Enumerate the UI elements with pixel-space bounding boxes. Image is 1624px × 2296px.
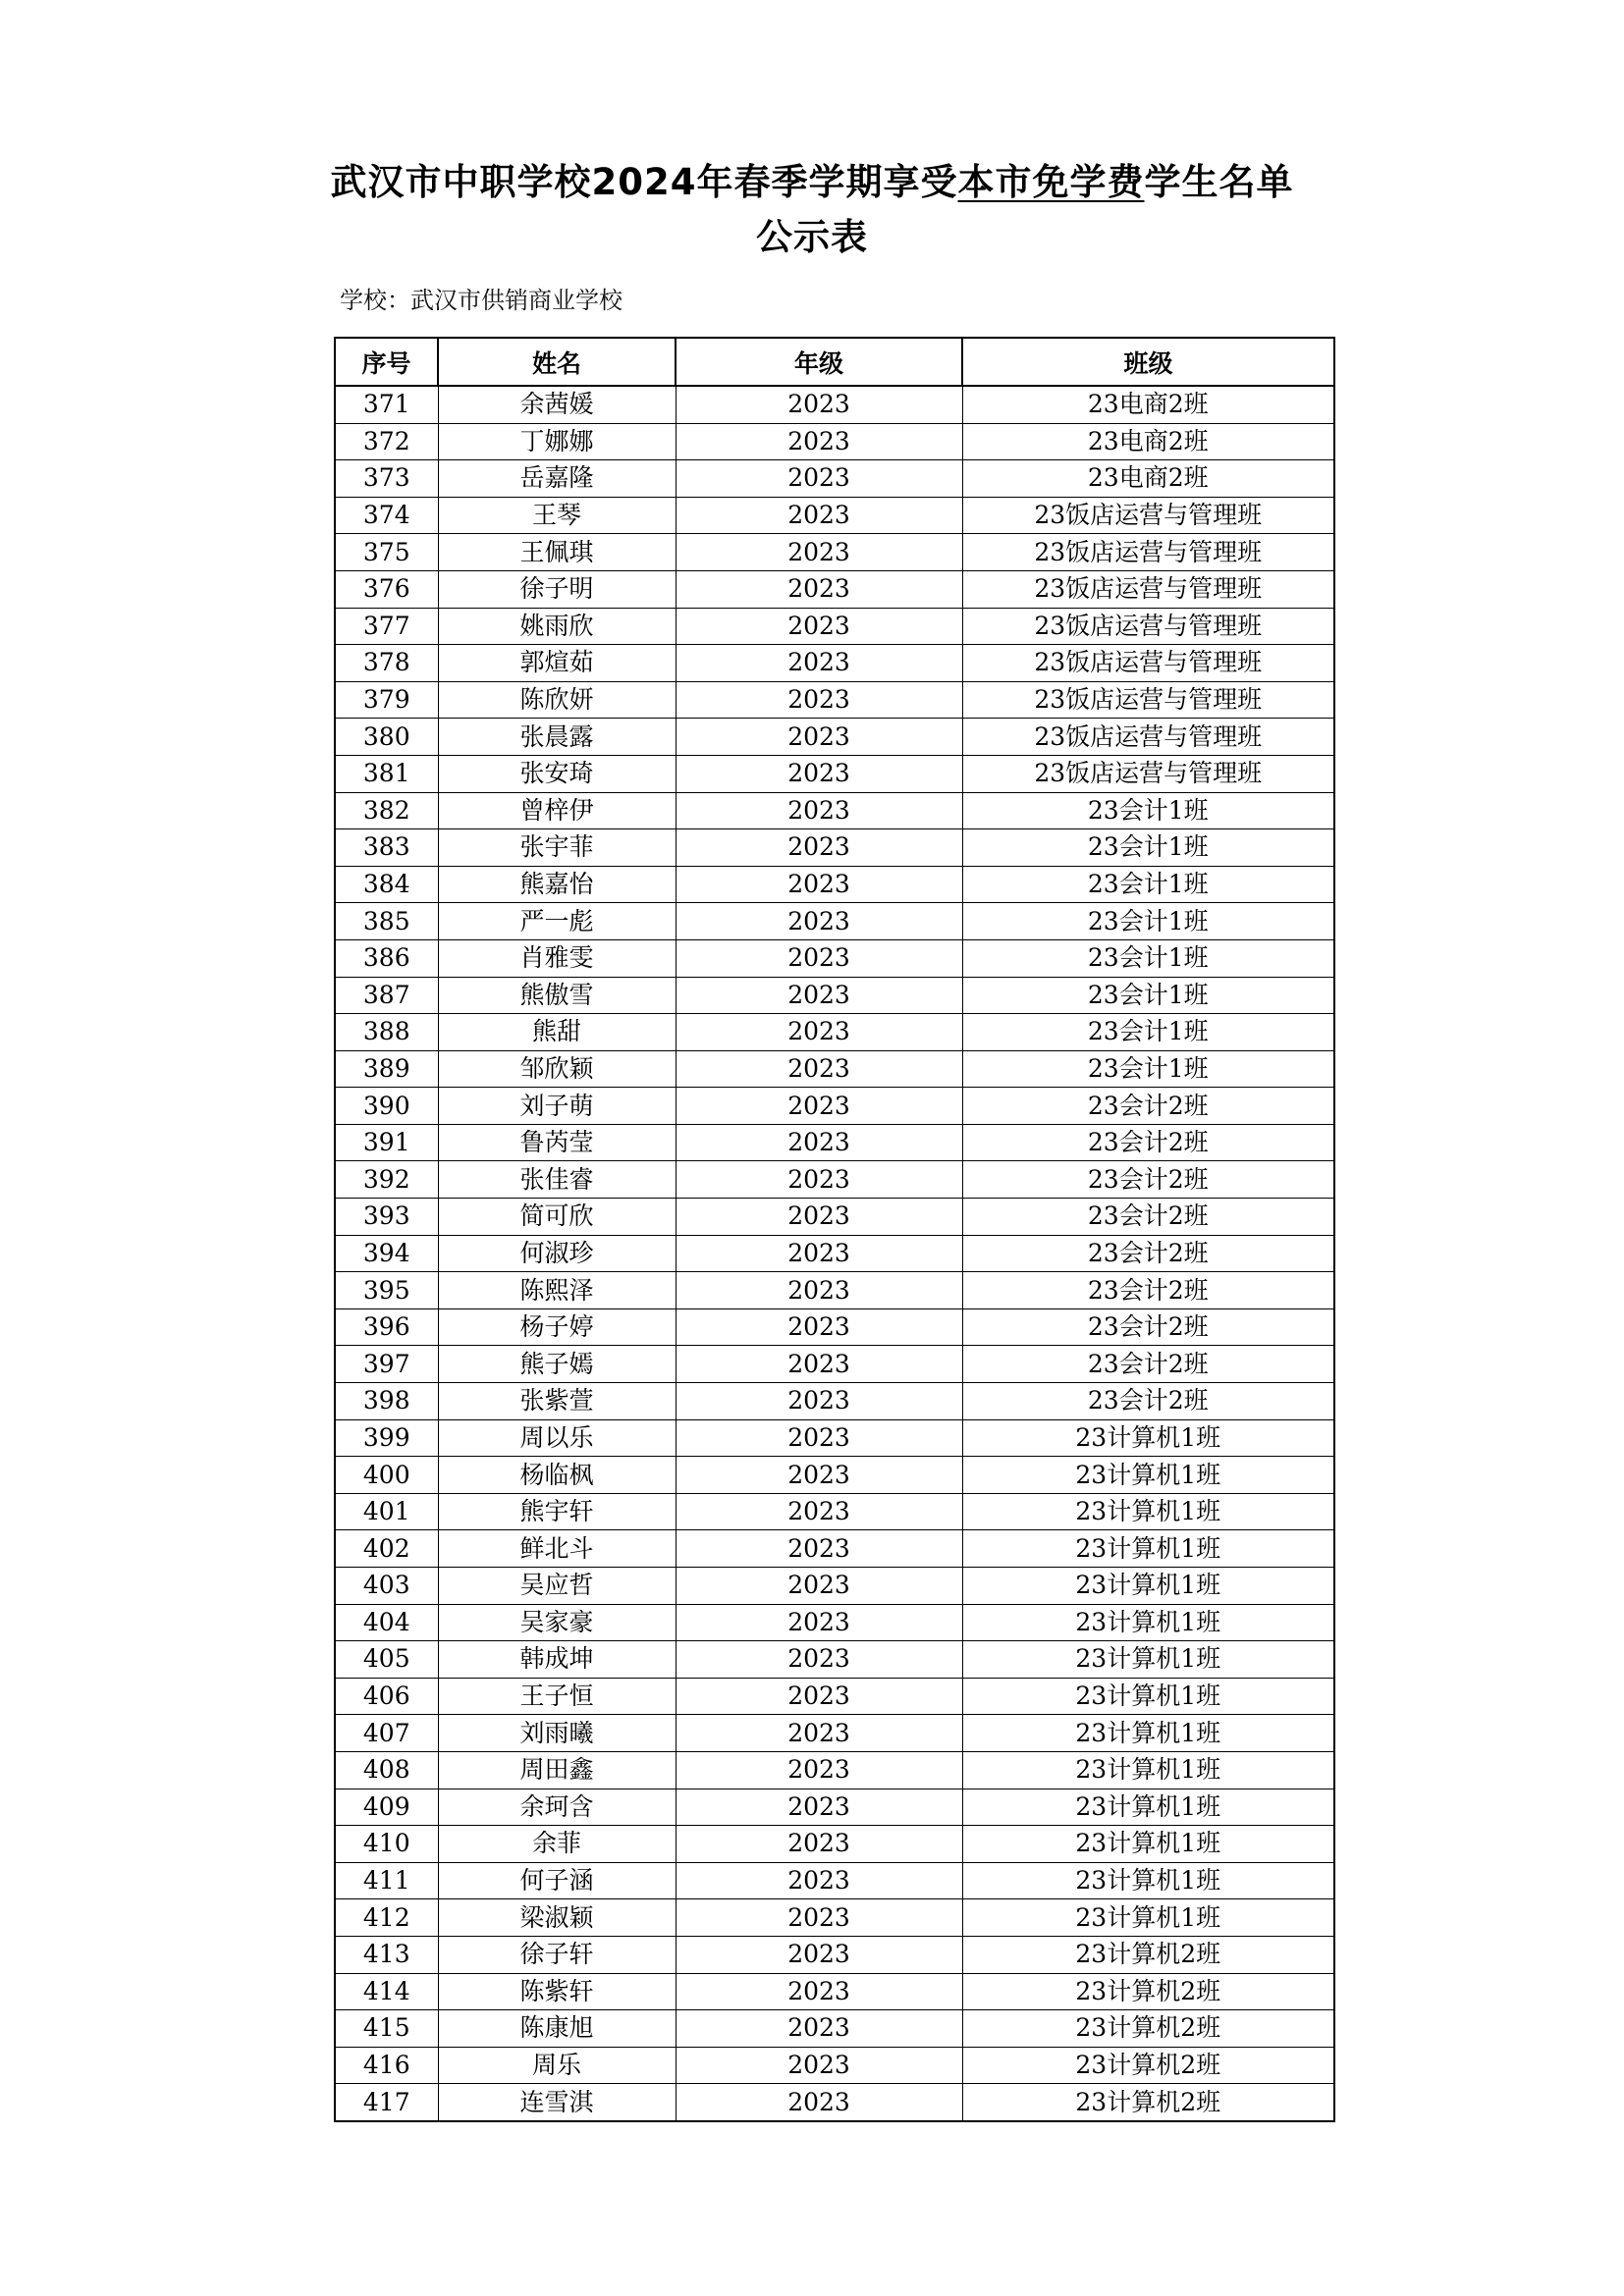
table-row bbox=[335, 2010, 1334, 2048]
cell-grade: 2023 bbox=[676, 1604, 962, 1641]
cell-serial-number: 406 bbox=[335, 1678, 438, 1715]
header-class: 班级 bbox=[962, 338, 1334, 386]
cell-class: 23计算机2班 bbox=[962, 1973, 1334, 2010]
cell-serial-number: 390 bbox=[335, 1088, 438, 1125]
cell-student-name: 吴应哲 bbox=[438, 1568, 676, 1605]
cell-serial-number: 401 bbox=[335, 1493, 438, 1530]
cell-serial-number: 410 bbox=[335, 1826, 438, 1863]
table-row bbox=[335, 681, 1334, 719]
table-row bbox=[335, 1383, 1334, 1420]
cell-class: 23会计1班 bbox=[962, 939, 1334, 977]
table-row bbox=[335, 1088, 1334, 1125]
cell-class: 23电商2班 bbox=[962, 386, 1334, 423]
cell-grade: 2023 bbox=[676, 1789, 962, 1826]
cell-student-name: 余茜媛 bbox=[438, 386, 676, 423]
cell-grade: 2023 bbox=[676, 903, 962, 940]
table-row bbox=[335, 460, 1334, 498]
cell-class: 23饭店运营与管理班 bbox=[962, 608, 1334, 645]
cell-grade: 2023 bbox=[676, 719, 962, 756]
cell-student-name: 岳嘉隆 bbox=[438, 460, 676, 498]
title-text-part2: 学生名单 bbox=[1144, 161, 1294, 203]
cell-serial-number: 396 bbox=[335, 1308, 438, 1346]
table-row bbox=[335, 2047, 1334, 2084]
cell-class: 23计算机1班 bbox=[962, 1678, 1334, 1715]
cell-student-name: 何淑珍 bbox=[438, 1235, 676, 1272]
cell-student-name: 梁淑颖 bbox=[438, 1899, 676, 1937]
cell-grade: 2023 bbox=[676, 645, 962, 682]
table-row bbox=[335, 719, 1334, 756]
table-row bbox=[335, 645, 1334, 682]
school-name-line: 学校：武汉市供销商业学校 bbox=[340, 287, 623, 314]
table-row bbox=[335, 1272, 1334, 1309]
table-row bbox=[335, 1568, 1334, 1605]
cell-student-name: 鲜北斗 bbox=[438, 1530, 676, 1568]
cell-serial-number: 373 bbox=[335, 460, 438, 498]
cell-class: 23饭店运营与管理班 bbox=[962, 645, 1334, 682]
table-row bbox=[335, 386, 1334, 423]
cell-student-name: 周以乐 bbox=[438, 1419, 676, 1457]
cell-grade: 2023 bbox=[676, 1936, 962, 1973]
cell-class: 23计算机1班 bbox=[962, 1604, 1334, 1641]
cell-grade: 2023 bbox=[676, 1383, 962, 1420]
table-row bbox=[335, 1457, 1334, 1494]
table-row bbox=[335, 1862, 1334, 1899]
table-row bbox=[335, 866, 1334, 903]
cell-class: 23会计1班 bbox=[962, 829, 1334, 867]
cell-class: 23计算机1班 bbox=[962, 1899, 1334, 1937]
cell-student-name: 连雪淇 bbox=[438, 2084, 676, 2121]
cell-serial-number: 378 bbox=[335, 645, 438, 682]
cell-class: 23电商2班 bbox=[962, 460, 1334, 498]
cell-class: 23会计2班 bbox=[962, 1346, 1334, 1383]
cell-serial-number: 400 bbox=[335, 1457, 438, 1494]
cell-grade: 2023 bbox=[676, 534, 962, 571]
cell-student-name: 郭煊茹 bbox=[438, 645, 676, 682]
cell-student-name: 徐子明 bbox=[438, 570, 676, 608]
cell-grade: 2023 bbox=[676, 1272, 962, 1309]
cell-student-name: 杨临枫 bbox=[438, 1457, 676, 1494]
cell-serial-number: 411 bbox=[335, 1862, 438, 1899]
table-row bbox=[335, 1678, 1334, 1715]
cell-grade: 2023 bbox=[676, 1199, 962, 1236]
table-row bbox=[335, 2084, 1334, 2121]
cell-class: 23计算机1班 bbox=[962, 1715, 1334, 1752]
cell-grade: 2023 bbox=[676, 1899, 962, 1937]
cell-grade: 2023 bbox=[676, 386, 962, 423]
table-row bbox=[335, 792, 1334, 829]
table-header-row bbox=[335, 338, 1334, 386]
cell-serial-number: 371 bbox=[335, 386, 438, 423]
cell-class: 23计算机2班 bbox=[962, 2010, 1334, 2048]
cell-serial-number: 395 bbox=[335, 1272, 438, 1309]
cell-grade: 2023 bbox=[676, 1124, 962, 1161]
cell-grade: 2023 bbox=[676, 608, 962, 645]
cell-class: 23饭店运营与管理班 bbox=[962, 497, 1334, 534]
cell-serial-number: 405 bbox=[335, 1641, 438, 1679]
cell-grade: 2023 bbox=[676, 1568, 962, 1605]
cell-serial-number: 394 bbox=[335, 1235, 438, 1272]
cell-grade: 2023 bbox=[676, 1862, 962, 1899]
cell-serial-number: 387 bbox=[335, 977, 438, 1014]
cell-grade: 2023 bbox=[676, 2010, 962, 2048]
cell-student-name: 张安琦 bbox=[438, 755, 676, 792]
cell-student-name: 杨子婷 bbox=[438, 1308, 676, 1346]
cell-serial-number: 381 bbox=[335, 755, 438, 792]
cell-grade: 2023 bbox=[676, 1235, 962, 1272]
cell-grade: 2023 bbox=[676, 1826, 962, 1863]
cell-grade: 2023 bbox=[676, 460, 962, 498]
student-roster-table bbox=[334, 337, 1335, 2122]
cell-grade: 2023 bbox=[676, 1457, 962, 1494]
cell-serial-number: 417 bbox=[335, 2084, 438, 2121]
cell-grade: 2023 bbox=[676, 1751, 962, 1789]
cell-student-name: 陈康旭 bbox=[438, 2010, 676, 2048]
table-row bbox=[335, 534, 1334, 571]
cell-student-name: 熊子嫣 bbox=[438, 1346, 676, 1383]
header-serial-number: 序号 bbox=[335, 338, 438, 386]
table-row bbox=[335, 939, 1334, 977]
table-row bbox=[335, 1715, 1334, 1752]
cell-grade: 2023 bbox=[676, 755, 962, 792]
cell-grade: 2023 bbox=[676, 2084, 962, 2121]
cell-class: 23计算机1班 bbox=[962, 1826, 1334, 1863]
cell-class: 23计算机1班 bbox=[962, 1568, 1334, 1605]
table-row bbox=[335, 497, 1334, 534]
cell-student-name: 简可欣 bbox=[438, 1199, 676, 1236]
table-row bbox=[335, 755, 1334, 792]
cell-grade: 2023 bbox=[676, 2047, 962, 2084]
cell-serial-number: 412 bbox=[335, 1899, 438, 1937]
cell-student-name: 韩成坤 bbox=[438, 1641, 676, 1679]
cell-grade: 2023 bbox=[676, 977, 962, 1014]
cell-grade: 2023 bbox=[676, 1678, 962, 1715]
cell-serial-number: 376 bbox=[335, 570, 438, 608]
cell-serial-number: 413 bbox=[335, 1936, 438, 1973]
cell-class: 23计算机2班 bbox=[962, 1936, 1334, 1973]
cell-serial-number: 408 bbox=[335, 1751, 438, 1789]
table-body bbox=[335, 386, 1334, 2121]
cell-serial-number: 416 bbox=[335, 2047, 438, 2084]
cell-class: 23计算机1班 bbox=[962, 1530, 1334, 1568]
cell-serial-number: 398 bbox=[335, 1383, 438, 1420]
table-row bbox=[335, 1161, 1334, 1199]
cell-class: 23电商2班 bbox=[962, 423, 1334, 460]
cell-serial-number: 372 bbox=[335, 423, 438, 460]
cell-student-name: 陈熙泽 bbox=[438, 1272, 676, 1309]
cell-student-name: 王琴 bbox=[438, 497, 676, 534]
cell-serial-number: 375 bbox=[335, 534, 438, 571]
cell-grade: 2023 bbox=[676, 423, 962, 460]
cell-class: 23计算机1班 bbox=[962, 1751, 1334, 1789]
cell-class: 23饭店运营与管理班 bbox=[962, 570, 1334, 608]
cell-grade: 2023 bbox=[676, 1308, 962, 1346]
cell-serial-number: 379 bbox=[335, 681, 438, 719]
cell-student-name: 余菲 bbox=[438, 1826, 676, 1863]
cell-serial-number: 374 bbox=[335, 497, 438, 534]
cell-grade: 2023 bbox=[676, 681, 962, 719]
table-row bbox=[335, 570, 1334, 608]
cell-class: 23会计2班 bbox=[962, 1124, 1334, 1161]
cell-grade: 2023 bbox=[676, 497, 962, 534]
cell-student-name: 余珂含 bbox=[438, 1789, 676, 1826]
cell-student-name: 熊傲雪 bbox=[438, 977, 676, 1014]
cell-grade: 2023 bbox=[676, 1014, 962, 1051]
cell-student-name: 姚雨欣 bbox=[438, 608, 676, 645]
cell-serial-number: 382 bbox=[335, 792, 438, 829]
header-name: 姓名 bbox=[438, 338, 676, 386]
cell-student-name: 张宇菲 bbox=[438, 829, 676, 867]
cell-serial-number: 385 bbox=[335, 903, 438, 940]
table-row bbox=[335, 1789, 1334, 1826]
table-row bbox=[335, 829, 1334, 867]
cell-student-name: 吴家豪 bbox=[438, 1604, 676, 1641]
table-row bbox=[335, 1899, 1334, 1937]
cell-student-name: 陈紫轩 bbox=[438, 1973, 676, 2010]
table-row bbox=[335, 1641, 1334, 1679]
cell-grade: 2023 bbox=[676, 1346, 962, 1383]
cell-grade: 2023 bbox=[676, 1715, 962, 1752]
table-row bbox=[335, 1826, 1334, 1863]
cell-class: 23会计2班 bbox=[962, 1235, 1334, 1272]
cell-class: 23会计1班 bbox=[962, 1050, 1334, 1088]
cell-class: 23计算机2班 bbox=[962, 2084, 1334, 2121]
title-text-line2: 公示表 bbox=[756, 216, 868, 258]
cell-student-name: 周田鑫 bbox=[438, 1751, 676, 1789]
table-row bbox=[335, 423, 1334, 460]
cell-student-name: 周乐 bbox=[438, 2047, 676, 2084]
cell-serial-number: 377 bbox=[335, 608, 438, 645]
cell-serial-number: 389 bbox=[335, 1050, 438, 1088]
cell-class: 23计算机1班 bbox=[962, 1419, 1334, 1457]
cell-student-name: 肖雅雯 bbox=[438, 939, 676, 977]
cell-serial-number: 399 bbox=[335, 1419, 438, 1457]
cell-class: 23会计2班 bbox=[962, 1161, 1334, 1199]
table-row bbox=[335, 1936, 1334, 1973]
title-text-part1: 武汉市中职学校2024年春季学期享受 bbox=[330, 161, 958, 203]
cell-class: 23会计1班 bbox=[962, 977, 1334, 1014]
cell-class: 23会计2班 bbox=[962, 1199, 1334, 1236]
cell-student-name: 王子恒 bbox=[438, 1678, 676, 1715]
cell-student-name: 陈欣妍 bbox=[438, 681, 676, 719]
cell-serial-number: 386 bbox=[335, 939, 438, 977]
cell-student-name: 王佩琪 bbox=[438, 534, 676, 571]
cell-grade: 2023 bbox=[676, 1641, 962, 1679]
table-row bbox=[335, 1235, 1334, 1272]
cell-student-name: 刘雨曦 bbox=[438, 1715, 676, 1752]
cell-student-name: 熊宇轩 bbox=[438, 1493, 676, 1530]
table-row bbox=[335, 1050, 1334, 1088]
cell-class: 23饭店运营与管理班 bbox=[962, 719, 1334, 756]
cell-class: 23计算机1班 bbox=[962, 1789, 1334, 1826]
table-row bbox=[335, 903, 1334, 940]
cell-serial-number: 391 bbox=[335, 1124, 438, 1161]
cell-student-name: 张佳睿 bbox=[438, 1161, 676, 1199]
cell-serial-number: 403 bbox=[335, 1568, 438, 1605]
cell-student-name: 丁娜娜 bbox=[438, 423, 676, 460]
cell-serial-number: 388 bbox=[335, 1014, 438, 1051]
cell-serial-number: 384 bbox=[335, 866, 438, 903]
document-title bbox=[0, 155, 1624, 265]
table-row bbox=[335, 1346, 1334, 1383]
cell-class: 23饭店运营与管理班 bbox=[962, 534, 1334, 571]
table-row bbox=[335, 608, 1334, 645]
cell-class: 23会计1班 bbox=[962, 792, 1334, 829]
table-row bbox=[335, 1419, 1334, 1457]
cell-student-name: 鲁芮莹 bbox=[438, 1124, 676, 1161]
cell-serial-number: 414 bbox=[335, 1973, 438, 2010]
cell-serial-number: 404 bbox=[335, 1604, 438, 1641]
cell-grade: 2023 bbox=[676, 939, 962, 977]
cell-class: 23会计1班 bbox=[962, 903, 1334, 940]
cell-student-name: 何子涵 bbox=[438, 1862, 676, 1899]
table-row bbox=[335, 1199, 1334, 1236]
cell-class: 23会计1班 bbox=[962, 866, 1334, 903]
cell-serial-number: 415 bbox=[335, 2010, 438, 2048]
table-row bbox=[335, 1014, 1334, 1051]
cell-grade: 2023 bbox=[676, 829, 962, 867]
cell-student-name: 严一彪 bbox=[438, 903, 676, 940]
table-row bbox=[335, 1308, 1334, 1346]
cell-class: 23会计2班 bbox=[962, 1308, 1334, 1346]
cell-grade: 2023 bbox=[676, 792, 962, 829]
cell-class: 23会计2班 bbox=[962, 1272, 1334, 1309]
cell-class: 23饭店运营与管理班 bbox=[962, 755, 1334, 792]
cell-serial-number: 393 bbox=[335, 1199, 438, 1236]
cell-student-name: 邹欣颖 bbox=[438, 1050, 676, 1088]
cell-class: 23会计2班 bbox=[962, 1088, 1334, 1125]
cell-student-name: 徐子轩 bbox=[438, 1936, 676, 1973]
cell-serial-number: 397 bbox=[335, 1346, 438, 1383]
cell-class: 23会计1班 bbox=[962, 1014, 1334, 1051]
table-row bbox=[335, 1604, 1334, 1641]
cell-serial-number: 407 bbox=[335, 1715, 438, 1752]
header-grade: 年级 bbox=[676, 338, 962, 386]
cell-serial-number: 402 bbox=[335, 1530, 438, 1568]
cell-serial-number: 409 bbox=[335, 1789, 438, 1826]
table-row bbox=[335, 1493, 1334, 1530]
cell-student-name: 张晨露 bbox=[438, 719, 676, 756]
cell-student-name: 曾梓伊 bbox=[438, 792, 676, 829]
table-row bbox=[335, 977, 1334, 1014]
cell-grade: 2023 bbox=[676, 1419, 962, 1457]
table-row bbox=[335, 1751, 1334, 1789]
cell-student-name: 刘子萌 bbox=[438, 1088, 676, 1125]
cell-class: 23计算机1班 bbox=[962, 1457, 1334, 1494]
table-row bbox=[335, 1530, 1334, 1568]
cell-class: 23会计2班 bbox=[962, 1383, 1334, 1420]
cell-grade: 2023 bbox=[676, 1973, 962, 2010]
cell-grade: 2023 bbox=[676, 1530, 962, 1568]
table-row bbox=[335, 1973, 1334, 2010]
cell-serial-number: 383 bbox=[335, 829, 438, 867]
table-row bbox=[335, 1124, 1334, 1161]
cell-grade: 2023 bbox=[676, 866, 962, 903]
cell-grade: 2023 bbox=[676, 1088, 962, 1125]
cell-class: 23饭店运营与管理班 bbox=[962, 681, 1334, 719]
cell-class: 23计算机2班 bbox=[962, 2047, 1334, 2084]
cell-class: 23计算机1班 bbox=[962, 1493, 1334, 1530]
cell-grade: 2023 bbox=[676, 570, 962, 608]
cell-student-name: 张紫萱 bbox=[438, 1383, 676, 1420]
cell-grade: 2023 bbox=[676, 1050, 962, 1088]
cell-serial-number: 380 bbox=[335, 719, 438, 756]
cell-grade: 2023 bbox=[676, 1493, 962, 1530]
cell-serial-number: 392 bbox=[335, 1161, 438, 1199]
cell-student-name: 熊嘉怡 bbox=[438, 866, 676, 903]
cell-student-name: 熊甜 bbox=[438, 1014, 676, 1051]
cell-class: 23计算机1班 bbox=[962, 1862, 1334, 1899]
cell-grade: 2023 bbox=[676, 1161, 962, 1199]
title-text-underlined: 本市免学费 bbox=[957, 161, 1145, 203]
cell-class: 23计算机1班 bbox=[962, 1641, 1334, 1679]
